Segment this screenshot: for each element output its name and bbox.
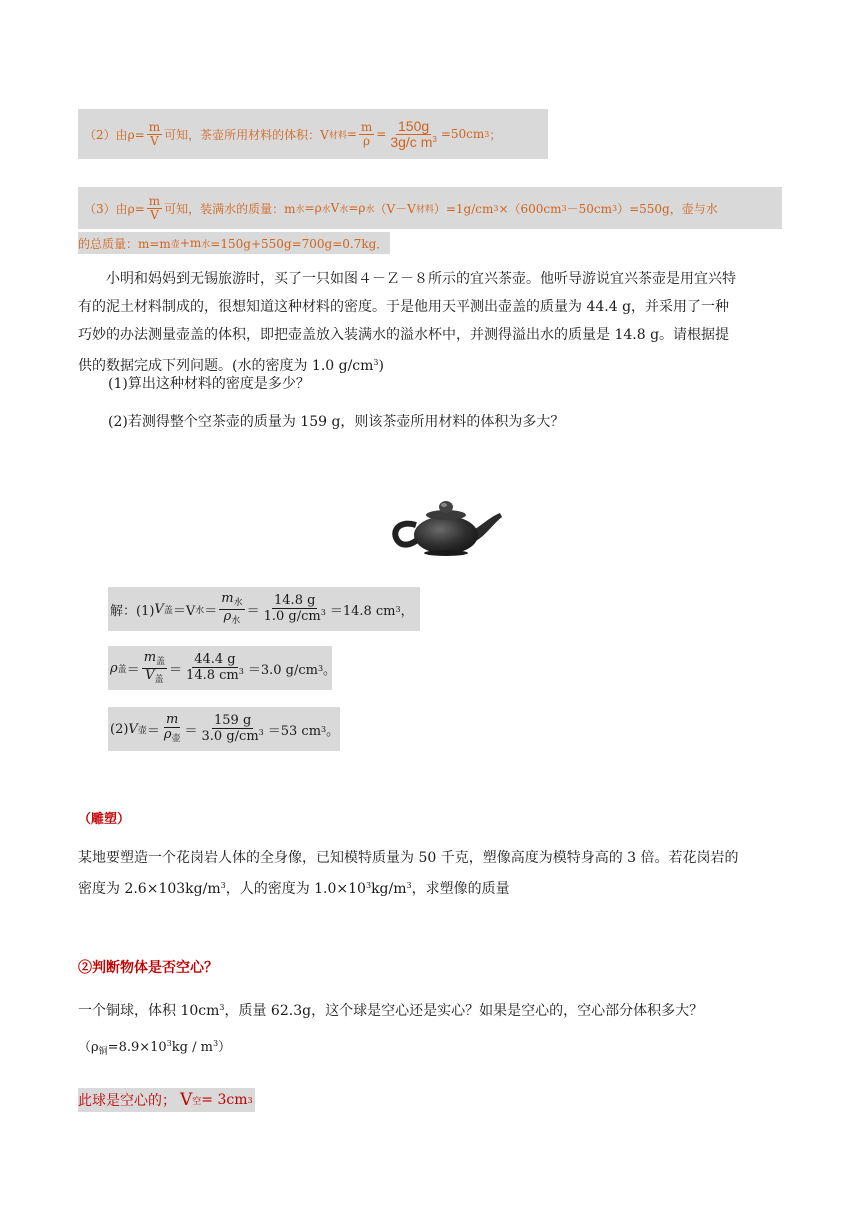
fraction-m-lid-over-v-lid: $m_盖$ $V_盖$	[143, 650, 166, 685]
teapot-image	[386, 485, 506, 560]
hollow-title: ②判断物体是否空心？	[78, 960, 218, 976]
question-1: (1)算出这种材料的密度是多少？	[108, 376, 310, 392]
question-2: (2)若测得整个空茶壶的质量为 159 g，则该茶壶所用材料的体积为多大？	[108, 414, 565, 430]
solution-2: ρ 盖 ＝ $m_盖$ $V_盖$ ＝ 44.4 g 14.8 $cm^3$ ＝3.0 g/cm 3 。	[108, 646, 332, 690]
fraction-14-8: 14.8 g 1.0 $g/cm^3$	[263, 593, 326, 624]
fraction-44-4: 44.4 g 14.8 $cm^3$	[186, 652, 244, 683]
fraction-m-over-v-2: $\frac{m}{V}$	[148, 193, 161, 222]
solution-1: 解：(1) V 盖 ＝V 水 ＝ $m_水$ $\rho_水$ ＝ 14.8 g 1.0 $g/cm^3$ ＝14.8 cm 3 ，	[108, 587, 420, 631]
hollow-question: 一个铜球，体积 $10cm^3$，质量 62.3g，这个球是空心还是实心？如果是空心的，空心部分体积多大？	[78, 1003, 704, 1019]
fraction-m-over-rho: $\frac{m}{\rho}$	[360, 119, 373, 148]
solution-step-3-line2: 的总质量：m=m 壶 +m 水 =150g+550g=700g=0.7kg．	[78, 232, 390, 254]
sculpture-title: （雕塑）	[78, 812, 131, 827]
fraction-150g: $\frac{150g}{3g/c m^3}$	[390, 117, 437, 150]
fraction-m-over-v: $\frac{m}{V}$	[148, 119, 161, 148]
fraction-m-over-rho-pot: m $\rho_壶$	[163, 712, 181, 745]
hollow-answer: 此球是空心的； V 空 = 3cm 3	[78, 1090, 253, 1110]
solution-step-2: （2）由ρ= $\frac{m}{V}$ 可知，茶壶所用材料的体积：V 材料 = $\frac{m}{\rho}$ = $\frac{150g}{3g/c m^3}$ =50cm 3 ；	[78, 109, 548, 159]
fraction-m-water-over-rho-water: $m_水$ $\rho_水$	[221, 591, 243, 626]
solution-step-3-line1: （3）由ρ= $\frac{m}{V}$ 可知，装满水的质量：m 水 =ρ 水 V 水 =ρ 水 （V－V 材料 ）=1g/cm 3 ×（600cm 3 －50cm 3 ）=550g，壶与水	[78, 187, 782, 229]
solution-3: (2) V 壶 ＝ m $\rho_壶$ ＝ 159 g 3.0 $g/cm^3$ ＝53 cm 3 。	[108, 707, 340, 751]
sculpture-text: 某地要塑造一个花岗岩人体的全身像，已知模特质量为 50 千克，塑像高度为模特身高的 3 倍。若花岗岩的 密度为 $2.6\times 103kg/m^3$，人的密度为 $1.0\times 10^3kg/m^3$，求塑像的质量	[78, 850, 739, 897]
fraction-159: 159 g 3.0 $g/cm^3$	[201, 713, 264, 744]
problem-text: 小明和妈妈到无锡旅游时，买了一只如图４－Ｚ－８所示的宜兴茶壶。他听导游说宜兴茶壶是用宜兴特 有的泥土材料制成的，很想知道这种材料的密度。于是他用天平测出壶盖的质量为 44.4 g，并采用了一种 巧妙的办法测量壶盖的体积，即把壶盖放入装满水的溢水杯中，并测得溢出水的质量是 14.8 g。请根据提 供的数据完成下列问题。(水的密度为 1.0 $g/cm^3$)	[78, 271, 736, 374]
copper-density: $(\rho_铜=8.9\times 10^3kg / m^3)$	[78, 1039, 232, 1057]
